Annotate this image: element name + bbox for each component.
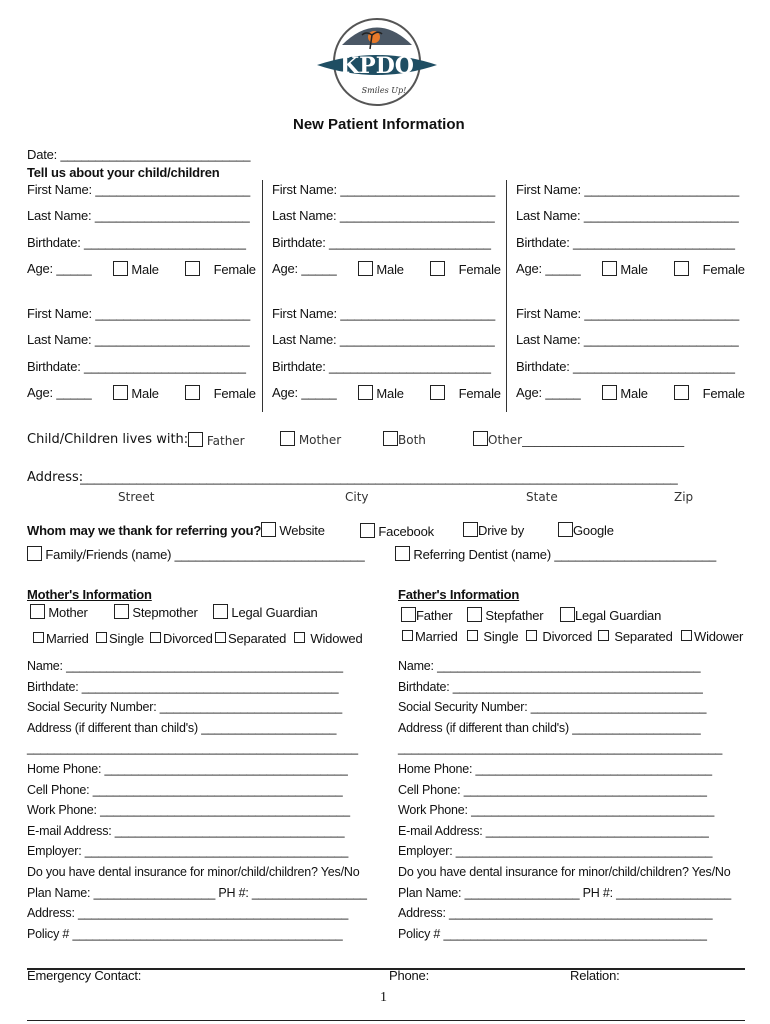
mother-field-0[interactable]: Name: _________________________________________ — [27, 659, 343, 673]
mother-heading: Mother's Information — [27, 587, 152, 602]
referral-website[interactable]: Website — [261, 522, 325, 538]
father-field-8[interactable]: E-mail Address: _________________________________ — [398, 824, 709, 838]
child-1-female-option[interactable]: Female — [185, 261, 256, 277]
mother-field-1[interactable]: Birthdate: ______________________________________ — [27, 680, 339, 694]
child-6-last-field[interactable]: Last Name: ______________________ — [516, 332, 739, 347]
checkbox[interactable] — [558, 522, 573, 537]
lives-with-other[interactable]: Other___________________________ — [473, 431, 684, 447]
checkbox[interactable] — [473, 431, 488, 446]
child-5-female-option[interactable]: Female — [430, 385, 501, 401]
father-role-stepfather[interactable]: Stepfather — [467, 607, 543, 623]
mother-status-married[interactable]: Married — [33, 631, 89, 646]
father-status-divorced[interactable]: Divorced — [526, 629, 592, 644]
father-field-2[interactable]: Social Security Number: __________________________ — [398, 700, 707, 714]
child-2-birth-field[interactable]: Birthdate: _______________________ — [272, 235, 491, 250]
father-field-9[interactable]: Employer: ______________________________________ — [398, 844, 713, 858]
checkbox[interactable] — [185, 385, 200, 400]
checkbox[interactable] — [430, 261, 445, 276]
child-3-male-option[interactable]: Male — [602, 261, 648, 277]
child-5-last-field[interactable]: Last Name: ______________________ — [272, 332, 495, 347]
child-5-age-field[interactable]: Age: _____ — [272, 385, 337, 400]
child-1-male-option[interactable]: Male — [113, 261, 159, 277]
child-6-age-field[interactable]: Age: _____ — [516, 385, 581, 400]
checkbox[interactable] — [261, 522, 276, 537]
mother-status-separated[interactable]: Separated — [215, 631, 286, 646]
child-6-birth-field[interactable]: Birthdate: _______________________ — [516, 359, 735, 374]
checkbox[interactable] — [602, 385, 617, 400]
father-field-0[interactable]: Name: _______________________________________ — [398, 659, 701, 673]
child-4-male-option[interactable]: Male — [113, 385, 159, 401]
child-2-first-field[interactable]: First Name: ______________________ — [272, 182, 496, 197]
address-city-label: City — [345, 490, 369, 504]
checkbox[interactable] — [114, 604, 129, 619]
father-role-guardian[interactable]: Legal Guardian — [560, 607, 661, 623]
child-1-age-field[interactable]: Age: _____ — [27, 261, 92, 276]
logo-tagline: Smiles Up! — [361, 86, 407, 95]
checkbox[interactable] — [188, 432, 203, 447]
child-4-female-option[interactable]: Female — [185, 385, 256, 401]
mother-field-10[interactable]: Do you have dental insurance for minor/child/children? Yes/No — [27, 865, 360, 879]
father-role-father[interactable]: Father — [401, 607, 452, 623]
referral-facebook[interactable]: Facebook — [360, 523, 434, 539]
child-4-first-field[interactable]: First Name: ______________________ — [27, 306, 251, 321]
child-5-first-field[interactable]: First Name: ______________________ — [272, 306, 496, 321]
child-5-male-option[interactable]: Male — [358, 385, 404, 401]
child-6-female-option[interactable]: Female — [674, 385, 745, 401]
mother-field-8[interactable]: E-mail Address: __________________________________ — [27, 824, 345, 838]
practice-logo — [312, 15, 442, 110]
father-field-6[interactable]: Cell Phone: ____________________________________ — [398, 783, 707, 797]
checkbox[interactable] — [383, 431, 398, 446]
child-5-birth-field[interactable]: Birthdate: _______________________ — [272, 359, 491, 374]
father-field-3[interactable]: Address (if different than child's) ___________________ — [398, 721, 701, 735]
father-field-11[interactable]: Plan Name: _________________ PH #: _________________ — [398, 886, 731, 900]
mother-status-divorced[interactable]: Divorced — [150, 631, 213, 646]
checkbox[interactable] — [401, 607, 416, 622]
checkbox[interactable] — [467, 607, 482, 622]
child-1-first-field[interactable]: First Name: ______________________ — [27, 182, 251, 197]
lives-with-both[interactable]: Both — [383, 431, 426, 447]
child-3-female-option[interactable]: Female — [674, 261, 745, 277]
date-field[interactable]: Date: ___________________________ — [27, 147, 251, 162]
lives-with-mother[interactable]: Mother — [280, 431, 341, 447]
mother-role-stepmother[interactable]: Stepmother — [114, 604, 198, 620]
father-status-widower[interactable]: Widower — [681, 629, 743, 644]
mother-field-5[interactable]: Home Phone: ____________________________________ — [27, 762, 348, 776]
mother-field-3[interactable]: Address (if different than child's) ____________________ — [27, 721, 337, 735]
child-3-last-field[interactable]: Last Name: ______________________ — [516, 208, 739, 223]
father-field-4[interactable]: ________________________________________________ — [398, 741, 723, 755]
address-field[interactable]: _____________________________________________________________________________________ — [80, 470, 678, 485]
child-4-last-field[interactable]: Last Name: ______________________ — [27, 332, 250, 347]
emergency-relation-label: Relation: — [570, 968, 620, 983]
father-field-13[interactable]: Policy # _______________________________________ — [398, 927, 707, 941]
checkbox[interactable] — [602, 261, 617, 276]
child-1-birth-field[interactable]: Birthdate: _______________________ — [27, 235, 246, 250]
emergency-contact-label: Emergency Contact: — [27, 968, 142, 983]
mother-field-13[interactable]: Policy # ________________________________________ — [27, 927, 343, 941]
checkbox[interactable] — [674, 261, 689, 276]
checkbox[interactable] — [463, 522, 478, 537]
checkbox[interactable] — [113, 261, 128, 276]
mother-field-12[interactable]: Address: ________________________________________ — [27, 906, 349, 920]
father-heading: Father's Information — [398, 587, 520, 602]
checkbox[interactable] — [113, 385, 128, 400]
mother-field-4[interactable]: _________________________________________________ — [27, 741, 358, 755]
lives-with-label: Child/Children lives with: — [27, 432, 189, 447]
logo-text: KPDO — [340, 53, 414, 79]
checkbox[interactable] — [27, 546, 42, 561]
referral-family[interactable]: Family/Friends (name) ___________________________ — [27, 546, 364, 562]
child-2-last-field[interactable]: Last Name: ______________________ — [272, 208, 495, 223]
father-field-7[interactable]: Work Phone: ____________________________________ — [398, 803, 715, 817]
father-status-single[interactable]: Single — [467, 629, 518, 644]
mother-field-2[interactable]: Social Security Number: ___________________________ — [27, 700, 343, 714]
page-number: 1 — [380, 990, 387, 1005]
address-street-label: Street — [118, 490, 155, 504]
mother-status-single[interactable]: Single — [96, 631, 144, 646]
mother-role-mother[interactable]: Mother — [30, 604, 88, 620]
address-state-label: State — [526, 490, 558, 504]
page-title: New Patient Information — [293, 116, 465, 133]
checkbox[interactable] — [30, 604, 45, 619]
child-4-birth-field[interactable]: Birthdate: _______________________ — [27, 359, 246, 374]
checkbox[interactable] — [358, 261, 373, 276]
checkbox[interactable] — [674, 385, 689, 400]
child-3-age-field[interactable]: Age: _____ — [516, 261, 581, 276]
checkbox[interactable] — [280, 431, 295, 446]
child-3-first-field[interactable]: First Name: ______________________ — [516, 182, 740, 197]
lives-with-father[interactable]: Father — [188, 432, 245, 448]
checkbox[interactable] — [213, 604, 228, 619]
checkbox[interactable] — [185, 261, 200, 276]
mother-status-widowed[interactable]: Widowed — [294, 631, 363, 646]
mother-field-6[interactable]: Cell Phone: _____________________________________ — [27, 783, 343, 797]
mother-field-11[interactable]: Plan Name: __________________ PH #: _________________ — [27, 886, 367, 900]
checkbox[interactable] — [430, 385, 445, 400]
child-3-birth-field[interactable]: Birthdate: _______________________ — [516, 235, 735, 250]
checkbox[interactable] — [560, 607, 575, 622]
referral-dentist[interactable]: Referring Dentist (name) _______________________ — [395, 546, 716, 562]
referral-question: Whom may we thank for referring you? — [27, 523, 262, 538]
child-2-age-field[interactable]: Age: _____ — [272, 261, 337, 276]
children-heading: Tell us about your child/children — [27, 165, 220, 180]
father-status-married[interactable]: Married — [402, 629, 458, 644]
father-field-12[interactable]: Address: _______________________________________ — [398, 906, 713, 920]
checkbox[interactable] — [395, 546, 410, 561]
father-field-10[interactable]: Do you have dental insurance for minor/child/children? Yes/No — [398, 865, 731, 879]
child-6-male-option[interactable]: Male — [602, 385, 648, 401]
mother-role-guardian[interactable]: Legal Guardian — [213, 604, 318, 620]
father-field-1[interactable]: Birthdate: _____________________________________ — [398, 680, 703, 694]
father-field-5[interactable]: Home Phone: ___________________________________ — [398, 762, 712, 776]
referral-driveby[interactable]: Drive by — [463, 522, 524, 538]
child-6-first-field[interactable]: First Name: ______________________ — [516, 306, 740, 321]
address-zip-label: Zip — [674, 490, 694, 504]
checkbox[interactable] — [358, 385, 373, 400]
child-1-last-field[interactable]: Last Name: ______________________ — [27, 208, 250, 223]
emergency-phone-label: Phone: — [389, 968, 430, 983]
checkbox[interactable] — [360, 523, 375, 538]
child-2-male-option[interactable]: Male — [358, 261, 404, 277]
mother-field-7[interactable]: Work Phone: _____________________________________ — [27, 803, 350, 817]
child-4-age-field[interactable]: Age: _____ — [27, 385, 92, 400]
address-label: Address: — [27, 470, 84, 485]
referral-google[interactable]: Google — [558, 522, 614, 538]
mother-field-9[interactable]: Employer: _______________________________________ — [27, 844, 349, 858]
child-2-female-option[interactable]: Female — [430, 261, 501, 277]
father-status-separated[interactable]: Separated — [598, 629, 673, 644]
